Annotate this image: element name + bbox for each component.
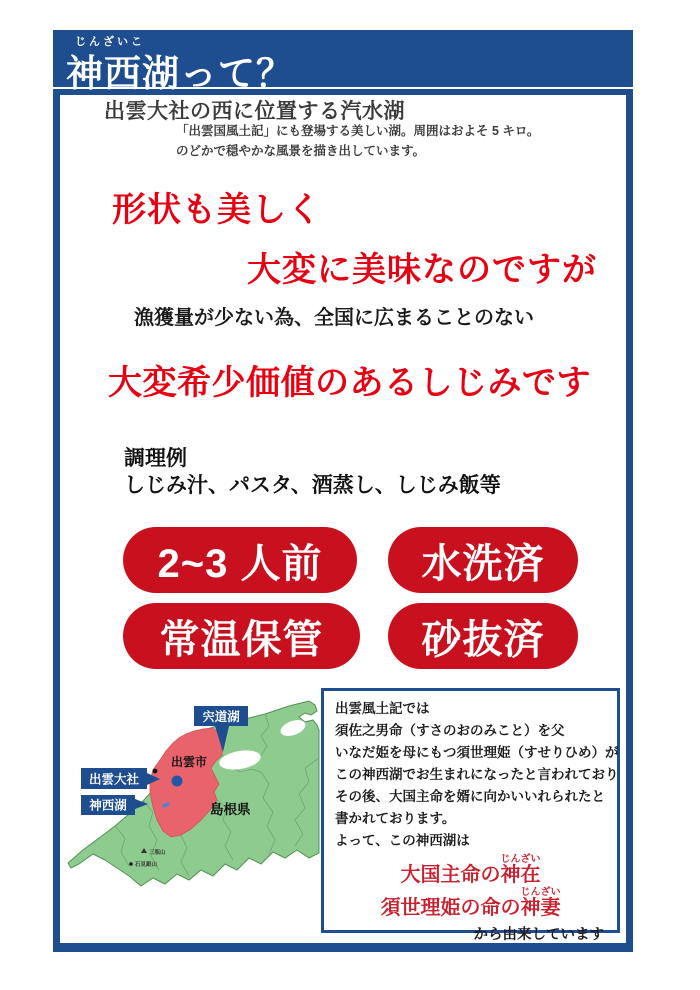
origin-name-2-base: 神妻 bbox=[520, 897, 561, 919]
cooking-title: 調理例 bbox=[124, 447, 187, 470]
origin-name-1 bbox=[335, 854, 606, 885]
origin-name-1-prefix: 大国主命の bbox=[400, 864, 501, 886]
title-furigana: じんざいこ bbox=[75, 36, 145, 48]
origin-name-1-base: 神在 bbox=[500, 864, 541, 886]
shimane-map bbox=[65, 698, 320, 908]
label-sanbesan: 三瓶山 bbox=[149, 850, 166, 856]
izumo-taisha-dot bbox=[172, 776, 183, 787]
intro-line-1: 「出雲国風土記」にも登場する美しい湖。周囲はおよそ 5 キロ。 bbox=[176, 124, 540, 138]
intro-heading: 出雲大社の西に位置する汽水湖 bbox=[104, 100, 405, 123]
origin-name-2 bbox=[335, 887, 606, 918]
fudoki-line: 書かれております。 bbox=[335, 811, 456, 826]
izumo-city-dot bbox=[153, 769, 158, 774]
origin-name-1-ruby: じんざい bbox=[500, 854, 541, 865]
intro-line-2: のどかで穏やかな風景を描き出しています。 bbox=[176, 144, 426, 158]
badge-washed: 水洗済 bbox=[388, 527, 578, 593]
page-title: 神西湖って？ bbox=[66, 53, 294, 94]
svg-text:宍道湖: 宍道湖 bbox=[202, 710, 240, 724]
claim-catch: 漁獲量が少ない為、全国に広まることのない bbox=[134, 307, 534, 329]
badge-sand-removed: 砂抜済 bbox=[388, 603, 578, 669]
callout-izumo-taisha bbox=[81, 768, 160, 789]
fudoki-line: その後、大国主命を婿に向かいいれられたと bbox=[335, 789, 605, 804]
claim-taste: 大変に美味なのですが bbox=[247, 251, 597, 289]
fudoki-line: いなだ姫を母にもつ須世理姫（すせりひめ）が bbox=[335, 745, 619, 760]
label-iwami-ginzan: 石見銀山 bbox=[135, 862, 158, 868]
cooking-examples: しじみ汁、パスタ、酒蒸し、しじみ飯等 bbox=[124, 474, 501, 497]
origin-name-2-ruby: じんざい bbox=[520, 887, 561, 898]
label-shimane: 島根県 bbox=[210, 802, 251, 817]
svg-text:出雲大社: 出雲大社 bbox=[88, 772, 140, 787]
origin-footer: から由来しています bbox=[473, 927, 604, 943]
claim-rare: 大変希少価値のあるしじみです bbox=[108, 364, 591, 402]
iwami-ginzan-dot bbox=[129, 862, 133, 866]
claim-shape: 形状も美しく bbox=[112, 191, 322, 229]
fudoki-line: よって、この神西湖は bbox=[335, 833, 470, 848]
fudoki-line: 出雲風土記では bbox=[335, 701, 430, 716]
fudoki-line: 須佐之男命（すさのおのみこと）を父 bbox=[335, 723, 565, 738]
fudoki-line: この神西湖でお生まれになったと言われており bbox=[335, 767, 619, 782]
badge-room-temp: 常温保管 bbox=[123, 603, 360, 669]
origin-name-2-prefix: 須世理姫の命の bbox=[380, 897, 521, 919]
label-izumo-city: 出雲市 bbox=[171, 755, 208, 769]
badge-servings: 2~3 人前 bbox=[123, 527, 357, 593]
svg-text:神西湖: 神西湖 bbox=[89, 798, 127, 813]
header-band bbox=[53, 30, 633, 94]
map-svg bbox=[65, 698, 320, 908]
fudoki-info-box bbox=[321, 688, 620, 943]
